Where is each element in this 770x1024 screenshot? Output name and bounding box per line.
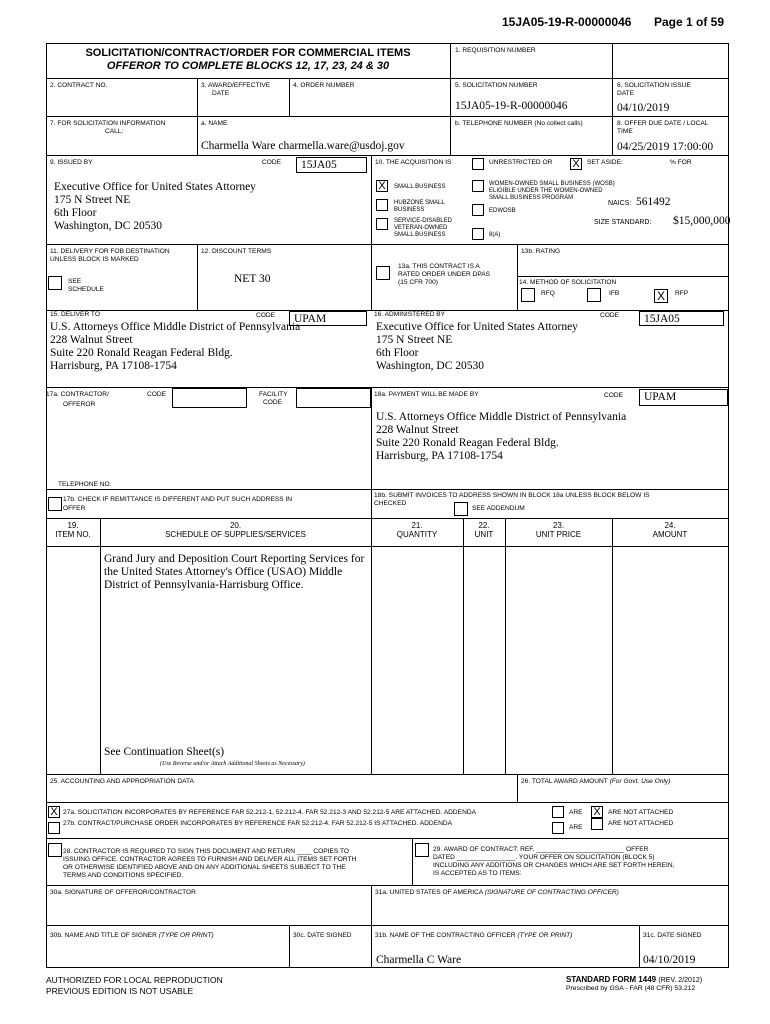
payment-by-address-2: 228 Walnut Street [376, 424, 459, 436]
27b-checkbox[interactable] [48, 822, 60, 834]
schedule-description-1: Grand Jury and Deposition Court Reporting Services for [104, 553, 365, 565]
award-date-label: 3. AWARD/EFFECTIVE [201, 82, 271, 89]
quantity-header: QUANTITY [396, 530, 438, 539]
offeror-signature-label: 30a. SIGNATURE OF OFFEROR/CONTRACTOR [50, 889, 196, 896]
unit-price-header: UNIT PRICE [535, 530, 582, 539]
issue-date-label: 6. SOLICITATION ISSUE [617, 82, 691, 89]
dpas-checkbox[interactable] [376, 266, 390, 280]
sdvosb-label-3: SMALL BUSINESS [394, 232, 446, 238]
reverse-note [160, 761, 305, 767]
payment-by-code-label: CODE [604, 392, 624, 399]
telephone-no-label: TELEPHONE NO. [58, 481, 112, 488]
form-title: SOLICITATION/CONTRACT/ORDER FOR COMMERCIAL ITEMS [85, 47, 411, 59]
27a-label: 27a. SOLICITATION INCORPORATES BY REFERENCE FAR 52.212-1, 52.212-4. FAR 52.212-3 AND 52.212-5 ARE ATTACHED. ADDENDA [63, 809, 476, 816]
deliver-to-address-4: Harrisburg, PA 17108-1754 [50, 360, 177, 372]
28-line-4: TERMS AND CONDITIONS SPECIFIED. [63, 872, 184, 879]
27a-are-label: ARE [569, 809, 583, 816]
schedule-description-2: the United States Attorney's Office (USAO) Middle [104, 566, 343, 578]
unrestricted-checkbox[interactable] [472, 158, 484, 170]
discount-terms-value[interactable]: NET 30 [234, 273, 271, 285]
naics-label: NAICS: [608, 200, 632, 207]
sdvosb-label: SERVICE-DISABLED [394, 218, 452, 224]
edwosb-checkbox[interactable] [472, 204, 484, 216]
27b-are-label: ARE [569, 824, 583, 831]
29-line-3: INCLUDING ANY ADDITIONS OR CHANGES WHICH ARE SET FORTH HEREIN, [433, 862, 675, 869]
signer-name-label-italic: (TYPE OR PRINT) [158, 932, 214, 939]
co-signature-label [375, 889, 619, 897]
discount-terms-label: 12. DISCOUNT TERMS [201, 248, 272, 255]
schedule-description-3: District of Pennsylvania-Harrisburg Office. [104, 579, 304, 591]
unit-header: UNIT [474, 530, 494, 539]
administered-by-address-1: Executive Office for United States Attorney [376, 321, 578, 333]
solicitation-number-label: 5. SOLICITATION NUMBER [455, 82, 538, 89]
eight-a-label: 8(A) [489, 232, 501, 238]
set-aside-checkbox[interactable]: X [570, 158, 582, 170]
wosb-label-2: ELIGIBLE UNDER THE WOMEN-OWNED [489, 188, 603, 194]
28-line-2: ISSUING OFFICE. CONTRACTOR AGREES TO FURNISH AND DELIVER ALL ITEMS SET FORTH [63, 856, 357, 863]
unit-price-num: 23. [552, 521, 565, 530]
27a-are-not-label: ARE NOT ATTACHED [608, 809, 674, 816]
amount-header: AMOUNT [652, 530, 688, 539]
rating-label: 13b. RATING [521, 248, 561, 255]
requisition-number-label: 1. REQUISITION NUMBER [455, 47, 536, 54]
27b-are-checkbox[interactable] [552, 822, 564, 834]
solicitation-info-label-2: CALL: [105, 128, 124, 135]
acquisition-label: 10. THE ACQUISITION IS [375, 159, 452, 166]
quantity-num: 21. [411, 521, 423, 530]
deliver-to-label: 15. DELIVER TO [50, 311, 100, 318]
facility-code[interactable] [296, 388, 371, 408]
28-checkbox[interactable] [48, 843, 62, 857]
deliver-to-address-3: Suite 220 Ronald Reagan Federal Bldg. [50, 347, 233, 359]
facility-code-label-2: CODE [263, 399, 283, 406]
payment-by-address-3: Suite 220 Ronald Reagan Federal Bldg. [376, 437, 559, 449]
rfq-checkbox[interactable] [521, 288, 535, 302]
remittance-label-2: OFFER [63, 505, 86, 512]
co-signature-label-text: 31a. UNITED STATES OF AMERICA [375, 889, 483, 896]
dpas-label-2: RATED ORDER UNDER DPAS [398, 271, 491, 278]
dpas-label: 13a. THIS CONTRACT IS A [398, 263, 480, 270]
see-schedule-label-2: SCHEDULE [68, 286, 104, 293]
issued-by-code-label: CODE [262, 159, 282, 166]
total-award-label-text: 26. TOTAL AWARD AMOUNT [521, 778, 608, 785]
co-name-label [375, 932, 572, 940]
invoice-label: 18b. SUBMIT INVOICES TO ADDRESS SHOWN IN BLOCK 18a UNLESS BLOCK BELOW IS [374, 492, 650, 499]
footer-reproduction: AUTHORIZED FOR LOCAL REPRODUCTION [46, 975, 223, 985]
hubzone-label: HUBZONE SMALL [394, 200, 445, 206]
issued-by-address-3: 6th Floor [54, 207, 97, 219]
schedule-header: SCHEDULE OF SUPPLIES/SERVICES [165, 530, 306, 539]
administered-by-code[interactable]: 15JA05 [639, 311, 724, 326]
issued-by-code[interactable]: 15JA05 [296, 157, 367, 173]
27a-checkbox[interactable]: X [48, 806, 60, 818]
addendum-checkbox[interactable] [454, 502, 468, 516]
rfq-label: RFQ [541, 290, 555, 297]
hubzone-checkbox[interactable] [376, 199, 388, 211]
wosb-checkbox[interactable] [472, 180, 484, 192]
size-standard-value: $15,000,000 [673, 215, 731, 227]
administered-by-label: 16. ADMINISTERED BY [374, 311, 446, 318]
27b-are-not-checkbox[interactable] [591, 818, 603, 830]
fob-label: 11. DELIVERY FOR FOB DESTINATION [50, 248, 170, 255]
unit-num: 22. [478, 521, 490, 530]
deliver-to-address-2: 228 Walnut Street [50, 334, 133, 346]
offeror-date-label: 30c. DATE SIGNED [293, 932, 352, 939]
issue-date-label-2: DATE [617, 90, 635, 97]
issued-by-address-2: 175 N Street NE [54, 194, 131, 206]
administered-by-code-label: CODE [600, 312, 620, 319]
invoice-label-2: CHECKED [374, 500, 407, 507]
continuation-sheets: See Continuation Sheet(s) [104, 746, 225, 758]
payment-by-code[interactable]: UPAM [639, 389, 728, 406]
sdvosb-checkbox[interactable] [376, 218, 388, 230]
dpas-label-3: (15 CFR 700) [398, 279, 438, 286]
administered-by-address-4: Washington, DC 20530 [376, 360, 485, 372]
solicitation-info-label: 7. FOR SOLICITATION INFORMATION [50, 120, 166, 127]
deliver-to-code[interactable]: UPAM [289, 311, 367, 326]
solicitation-number-value[interactable]: 15JA05-19-R-00000046 [455, 100, 568, 112]
signer-name-label [50, 932, 214, 940]
contractor-label-2: OFFEROR [63, 401, 96, 408]
27b-are-not-label: ARE NOT ATTACHED [608, 820, 674, 827]
offer-due-label: 8. OFFER DUE DATE / LOCAL [617, 120, 709, 127]
27a-are-not-checkbox[interactable]: X [591, 806, 603, 818]
remittance-label: 17b. CHECK IF REMITTANCE IS DIFFERENT AND PUT SUCH ADDRESS IN [63, 496, 292, 503]
contract-no-label: 2. CONTRACT NO. [50, 82, 108, 89]
co-date-label: 31c. DATE SIGNED [643, 932, 702, 939]
footer-form-rev: (REV. 2/2012) [658, 977, 703, 984]
footer-previous-edition: PREVIOUS EDITION IS NOT USABLE [46, 986, 194, 996]
sdvosb-label-2: VETERAN-OWNED [394, 225, 448, 231]
administered-by-address-3: 6th Floor [376, 347, 419, 359]
co-name-label-text: 31b. NAME OF THE CONTRACTING OFFICER [375, 932, 516, 939]
rfp-label: RFP [675, 290, 689, 297]
rfp-checkbox[interactable]: X [654, 289, 668, 303]
28-line-3: OR OTHERWISE IDENTIFIED ABOVE AND ON ANY ADDITIONAL SHEETS SUBJECT TO THE [63, 864, 346, 871]
item-no-header: ITEM NO. [55, 530, 91, 539]
telephone-label-text: b. TELEPHONE NUMBER (No collect calls) [455, 120, 583, 127]
28-line-1: 28. CONTRACTOR IS REQUIRED TO SIGN THIS DOCUMENT AND RETURN ____ COPIES TO [63, 848, 350, 855]
page-number: Page 1 of 59 [654, 15, 725, 29]
co-name-label-italic: (TYPE OR PRINT) [517, 932, 573, 939]
co-name-value[interactable]: Charmella C Ware [376, 954, 462, 966]
27b-label: 27b. CONTRACT/PURCHASE ORDER INCORPORATES BY REFERENCE FAR 52.212-4. FAR 52.212-5 IS ATTACHED. ADDENDA [63, 820, 453, 827]
footer-form-number: STANDARD FORM 1449 [566, 975, 657, 984]
remittance-checkbox[interactable] [48, 497, 62, 511]
ifb-checkbox[interactable] [587, 288, 601, 302]
contractor-code-label: CODE [147, 391, 167, 398]
footer-prescribed: Prescribed by GSA - FAR (48 CFR) 53.212 [566, 985, 696, 992]
total-award-label-italic: (For Govt. Use Only) [609, 778, 671, 785]
small-business-label: SMALL BUSINESS [394, 184, 446, 190]
facility-code-label: FACILITY [259, 391, 288, 398]
payment-by-address-1: U.S. Attorneys Office Middle District of Pennsylvania [376, 411, 627, 423]
contact-name-value[interactable]: Charmella Ware charmella.ware@usdoj.gov [201, 140, 405, 152]
accounting-label: 25. ACCOUNTING AND APPROPRIATION DATA [50, 778, 194, 785]
29-line-2: DATED ________________. YOUR OFFER ON SOLICITATION (BLOCK 5) [433, 854, 655, 861]
small-business-checkbox[interactable]: X [376, 180, 388, 192]
issued-by-address-4: Washington, DC 20530 [54, 220, 163, 232]
administered-by-address-2: 175 N Street NE [376, 334, 453, 346]
payment-by-address-4: Harrisburg, PA 17108-1754 [376, 450, 503, 462]
unrestricted-label: UNRESTRICTED OR [489, 159, 553, 166]
deliver-to-code-label: CODE [256, 312, 276, 319]
total-award-label [521, 778, 670, 786]
offer-due-value[interactable]: 04/25/2019 17:00:00 [617, 141, 714, 153]
29-checkbox[interactable] [415, 843, 429, 857]
offer-due-label-2: TIME [617, 128, 633, 135]
issued-by-address-1: Executive Office for United States Attorney [54, 181, 256, 193]
eight-a-checkbox[interactable] [472, 228, 484, 240]
contact-name-label: a. NAME [201, 120, 228, 127]
see-schedule-checkbox[interactable] [48, 276, 62, 290]
naics-value: 561492 [636, 196, 671, 208]
co-date-value[interactable]: 04/10/2019 [643, 954, 696, 966]
reverse-note-text: (Use Reverse and/or Attach Additional Sheets as Necessary) [160, 761, 305, 767]
set-aside-label: SET ASIDE: [587, 159, 623, 166]
29-line-1: 29. AWARD OF CONTRACT: REF. ________________________ OFFER [433, 846, 649, 853]
fob-label-2: UNLESS BLOCK IS MARKED [50, 256, 139, 263]
contractor-code[interactable] [172, 388, 247, 408]
pct-for-label: % FOR [670, 159, 692, 166]
payment-by-label: 18a. PAYMENT WILL BE MADE BY [374, 391, 479, 398]
edwosb-label: EDWOSB [489, 208, 516, 214]
item-no-num: 19. [67, 521, 79, 530]
ifb-label: IFB [609, 290, 620, 297]
29-line-4: IS ACCEPTED AS TO ITEMS: [433, 870, 522, 877]
size-standard-label: SIZE STANDARD: [594, 219, 652, 226]
issue-date-value[interactable]: 04/10/2019 [617, 102, 670, 114]
wosb-label-3: SMALL BUSINESS PROGRAM [489, 195, 574, 201]
see-schedule-label: SEE [68, 278, 82, 285]
solicitation-id-header: 15JA05-19-R-00000046 [502, 15, 632, 29]
footer-form-name [566, 975, 702, 984]
order-number-label: 4. ORDER NUMBER [293, 82, 355, 89]
telephone-label [455, 120, 583, 128]
amount-num: 24. [664, 521, 676, 530]
schedule-num: 20. [229, 521, 242, 530]
co-signature-label-italic: (SIGNATURE OF CONTRACTING OFFICER) [484, 889, 619, 896]
award-date-label-2: DATE [212, 90, 230, 97]
method-label: 14. METHOD OF SOLICITATION [519, 279, 617, 286]
issued-by-label: 9. ISSUED BY [50, 159, 93, 166]
deliver-to-address-1: U.S. Attorneys Office Middle District of Pennsylvania [50, 321, 301, 333]
contractor-label: 17a. CONTRACTOR/ [46, 391, 109, 398]
addendum-label: SEE ADDENDUM [472, 505, 525, 512]
form-subtitle: OFFEROR TO COMPLETE BLOCKS 12, 17, 23, 24 & 30 [106, 60, 390, 72]
27a-are-checkbox[interactable] [552, 806, 564, 818]
signer-name-label-text: 30b. NAME AND TITLE OF SIGNER [50, 932, 157, 939]
wosb-label: WOMEN-OWNED SMALL BUSINESS (WOSB) [489, 181, 615, 187]
hubzone-label-2: BUSINESS [394, 207, 425, 213]
